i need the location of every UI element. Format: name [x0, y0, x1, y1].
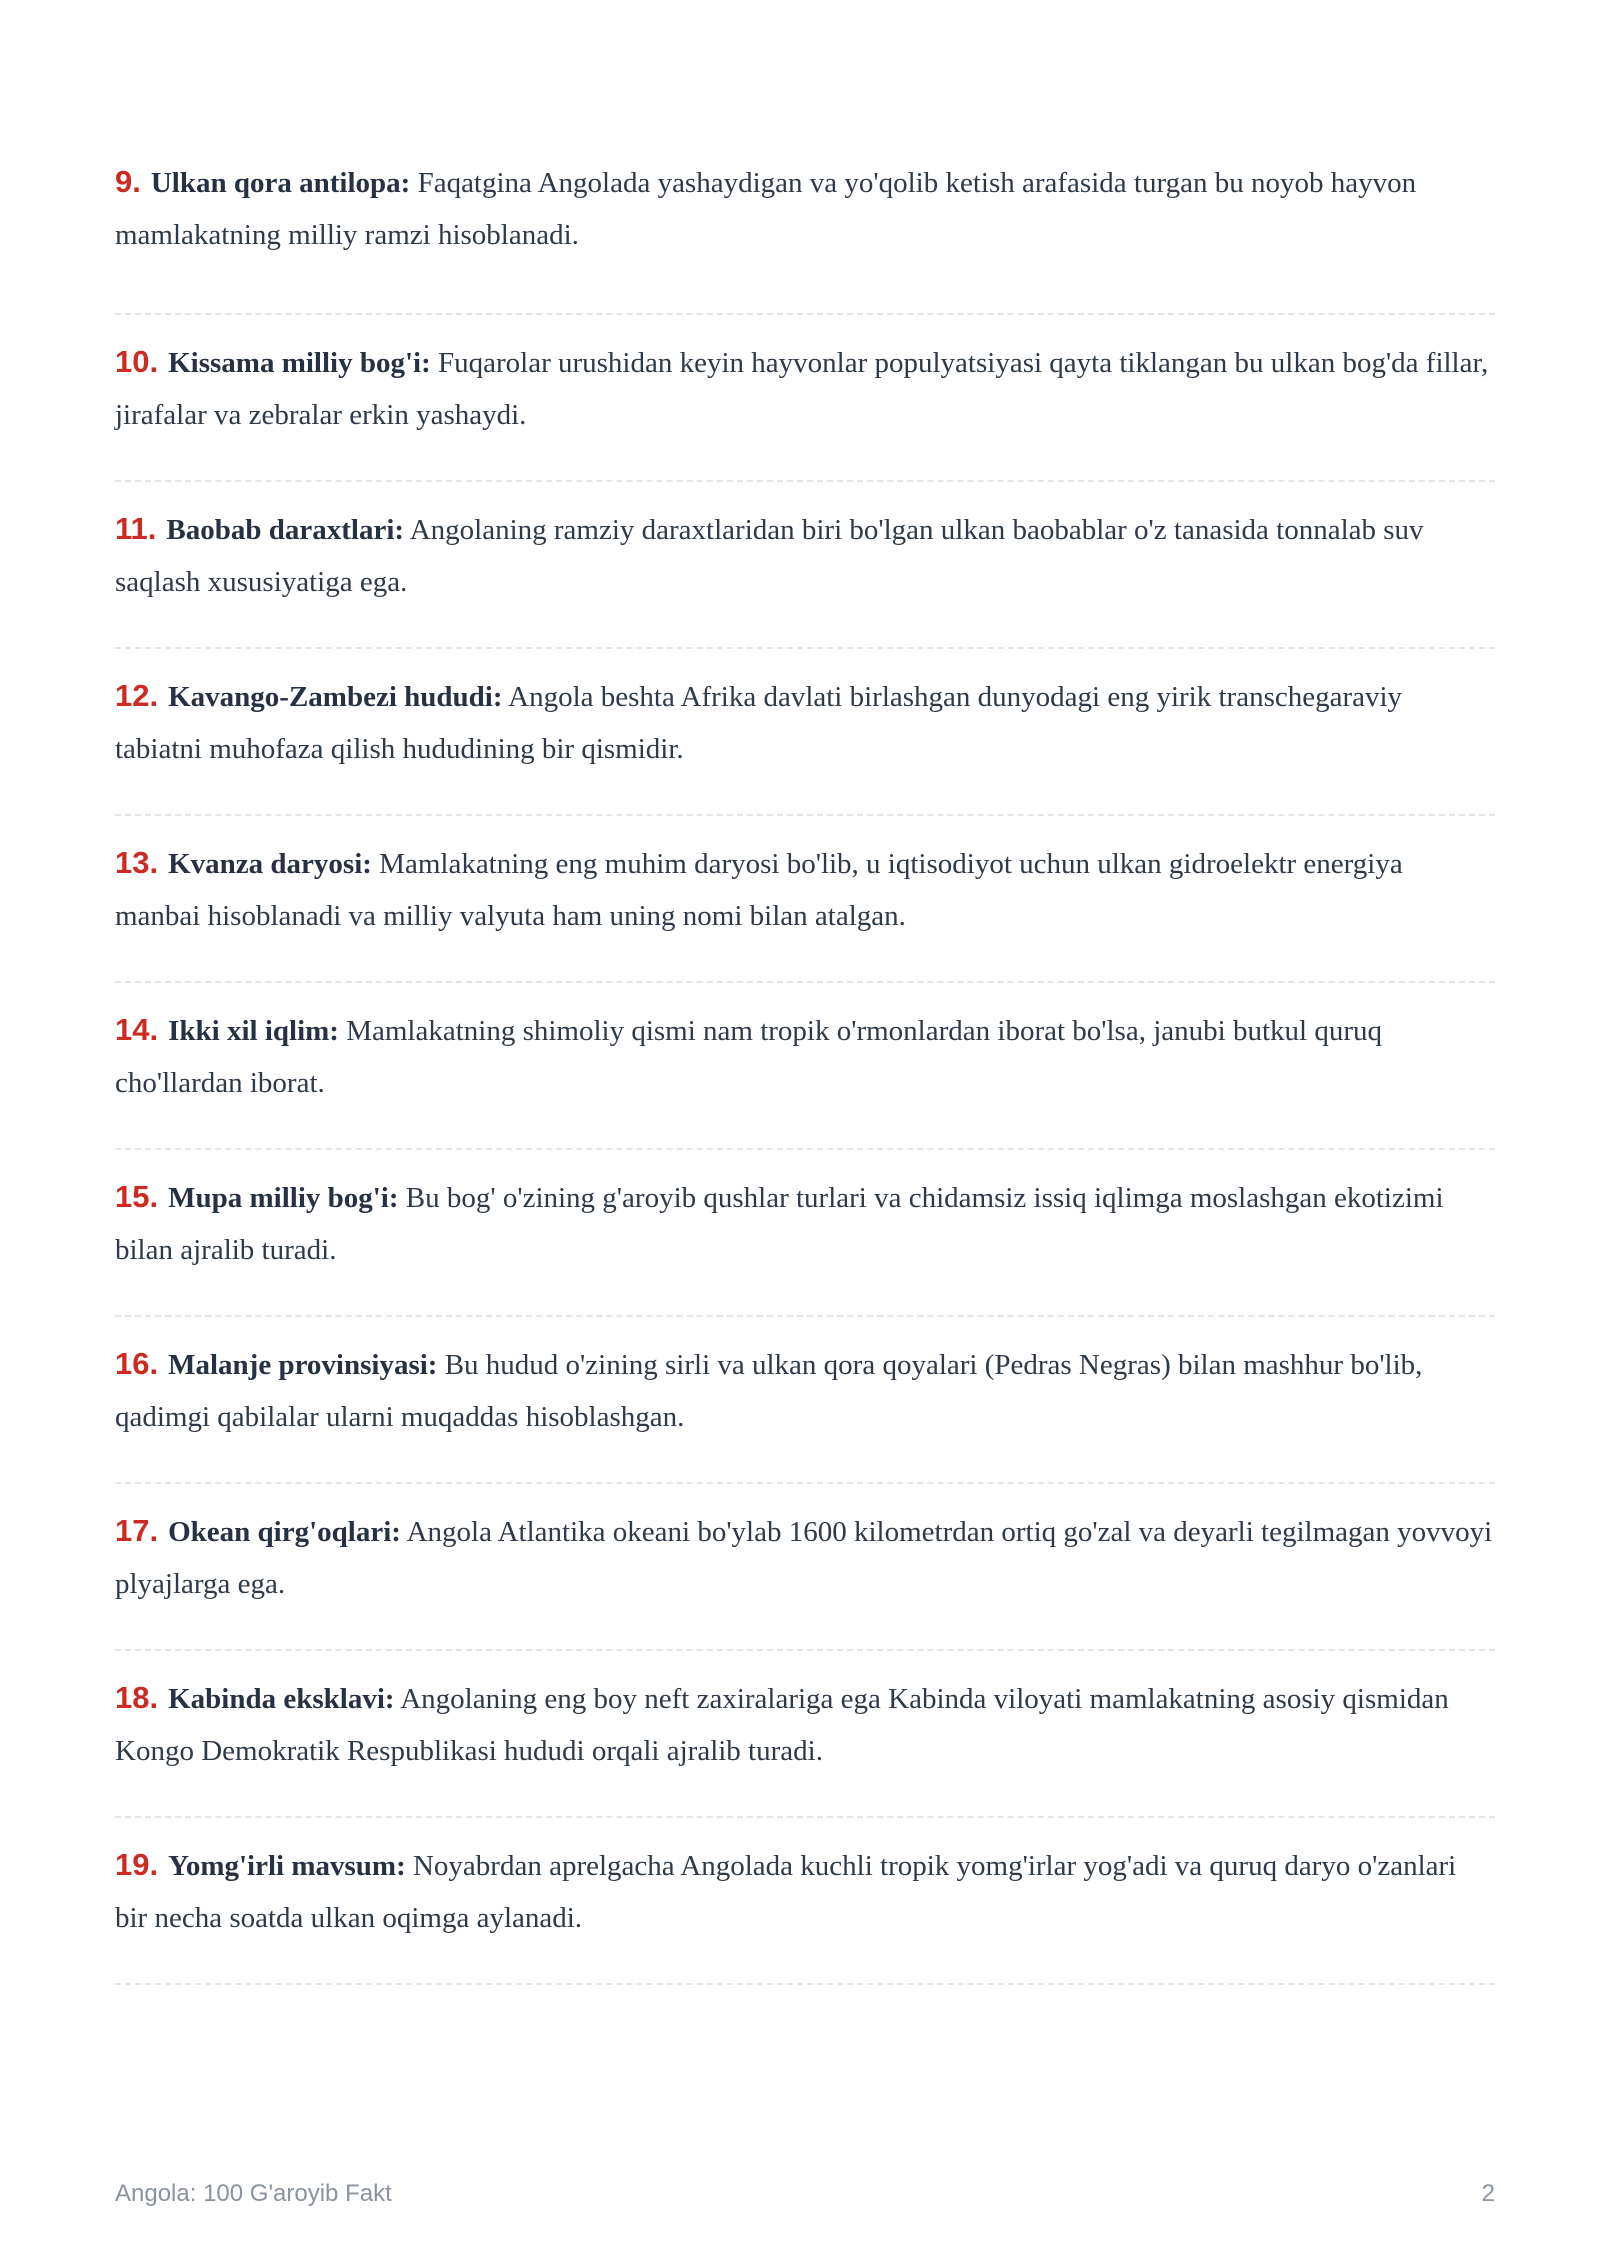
fact-number: 9. — [115, 164, 141, 199]
fact-item-19 — [115, 1818, 1495, 1985]
fact-paragraph — [115, 503, 1495, 608]
fact-item-15 — [115, 1150, 1495, 1317]
fact-title: Kvanza daryosi: — [168, 848, 372, 880]
footer-page-number: 2 — [1481, 2180, 1495, 2207]
fact-description: Angolaning eng boy neft zaxiralariga ega Kabinda viloyati mamlakatning asosiy qismidan Kongo Demokratik Respublikasi hududi orqali ajralib turadi. — [115, 1683, 1449, 1767]
fact-description: Faqatgina Angolada yashaydigan va yo'qolib ketish arafasida turgan bu noyob hayvon mamlakatning milliy ramzi hisoblanadi. — [115, 167, 1417, 251]
fact-item-14 — [115, 983, 1495, 1150]
fact-number: 19. — [115, 1847, 159, 1882]
fact-paragraph — [115, 1338, 1495, 1443]
fact-title: Kissama milliy bog'i: — [168, 347, 431, 379]
fact-title: Baobab daraxtlari: — [166, 514, 405, 546]
footer-document-title: Angola: 100 G'aroyib Fakt — [115, 2180, 392, 2207]
fact-description: Angola beshta Afrika davlati birlashgan dunyodagi eng yirik transchegaraviy tabiatni muhofaza qilish hududining bir qismidir. — [115, 681, 1403, 765]
fact-number: 16. — [115, 1346, 159, 1381]
fact-title: Kabinda eksklavi: — [168, 1683, 395, 1715]
fact-item-12 — [115, 649, 1495, 816]
fact-title: Kavango-Zambezi hududi: — [168, 681, 503, 713]
fact-number: 14. — [115, 1012, 159, 1047]
fact-number: 13. — [115, 845, 159, 880]
fact-description: Mamlakatning shimoliy qismi nam tropik o'rmonlardan iborat bo'lsa, janubi butkul quruq cho'llardan iborat. — [115, 1015, 1382, 1099]
fact-paragraph — [115, 1171, 1495, 1276]
fact-title: Yomg'irli mavsum: — [168, 1850, 406, 1882]
fact-description: Mamlakatning eng muhim daryosi bo'lib, u iqtisodiyot uchun ulkan gidroelektr energiya manbai hisoblanadi va milliy valyuta ham uning nomi bilan atalgan. — [115, 848, 1403, 932]
fact-paragraph — [115, 670, 1495, 775]
fact-number: 11. — [115, 511, 157, 546]
fact-paragraph — [115, 1672, 1495, 1777]
fact-paragraph — [115, 837, 1495, 942]
fact-paragraph — [115, 1505, 1495, 1610]
fact-title: Ikki xil iqlim: — [168, 1015, 339, 1047]
fact-paragraph — [115, 1839, 1495, 1944]
fact-title: Okean qirg'oqlari: — [168, 1516, 401, 1548]
fact-paragraph — [115, 336, 1495, 441]
fact-item-13 — [115, 816, 1495, 983]
fact-description: Angolaning ramziy daraxtlaridan biri bo'lgan ulkan baobablar o'z tanasida tonnalab suv saqlash xususiyatiga ega. — [115, 514, 1424, 598]
fact-paragraph — [115, 1004, 1495, 1109]
fact-number: 18. — [115, 1680, 159, 1715]
fact-number: 15. — [115, 1179, 159, 1214]
fact-description: Angola Atlantika okeani bo'ylab 1600 kilometrdan ortiq go'zal va deyarli tegilmagan yovvoyi plyajlarga ega. — [115, 1516, 1493, 1600]
fact-item-11 — [115, 482, 1495, 649]
fact-item-16 — [115, 1317, 1495, 1484]
fact-description: Noyabrdan aprelgacha Angolada kuchli tropik yomg'irlar yog'adi va quruq daryo o'zanlari bir necha soatda ulkan oqimga aylanadi. — [115, 1850, 1457, 1934]
fact-description: Fuqarolar urushidan keyin hayvonlar populyatsiyasi qayta tiklangan bu ulkan bog'da fillar, jirafalar va zebralar erkin yashaydi. — [115, 347, 1489, 431]
fact-description: Bu hudud o'zining sirli va ulkan qora qoyalari (Pedras Negras) bilan mashhur bo'lib, qadimgi qabilalar ularni muqaddas hisoblashgan. — [115, 1349, 1423, 1433]
fact-number: 10. — [115, 344, 159, 379]
fact-title: Mupa milliy bog'i: — [168, 1182, 399, 1214]
page-footer — [115, 2180, 1495, 2214]
fact-paragraph — [115, 156, 1495, 261]
fact-number: 17. — [115, 1513, 159, 1548]
fact-item-17 — [115, 1484, 1495, 1651]
fact-item-9 — [115, 148, 1495, 315]
fact-item-18 — [115, 1651, 1495, 1818]
fact-title: Malanje provinsiyasi: — [168, 1349, 438, 1381]
fact-description: Bu bog' o'zining g'aroyib qushlar turlari va chidamsiz issiq iqlimga moslashgan ekotizimi bilan ajralib turadi. — [115, 1182, 1444, 1266]
fact-item-10 — [115, 315, 1495, 482]
facts-list — [115, 148, 1495, 1985]
fact-number: 12. — [115, 678, 159, 713]
fact-title: Ulkan qora antilopa: — [150, 167, 411, 199]
